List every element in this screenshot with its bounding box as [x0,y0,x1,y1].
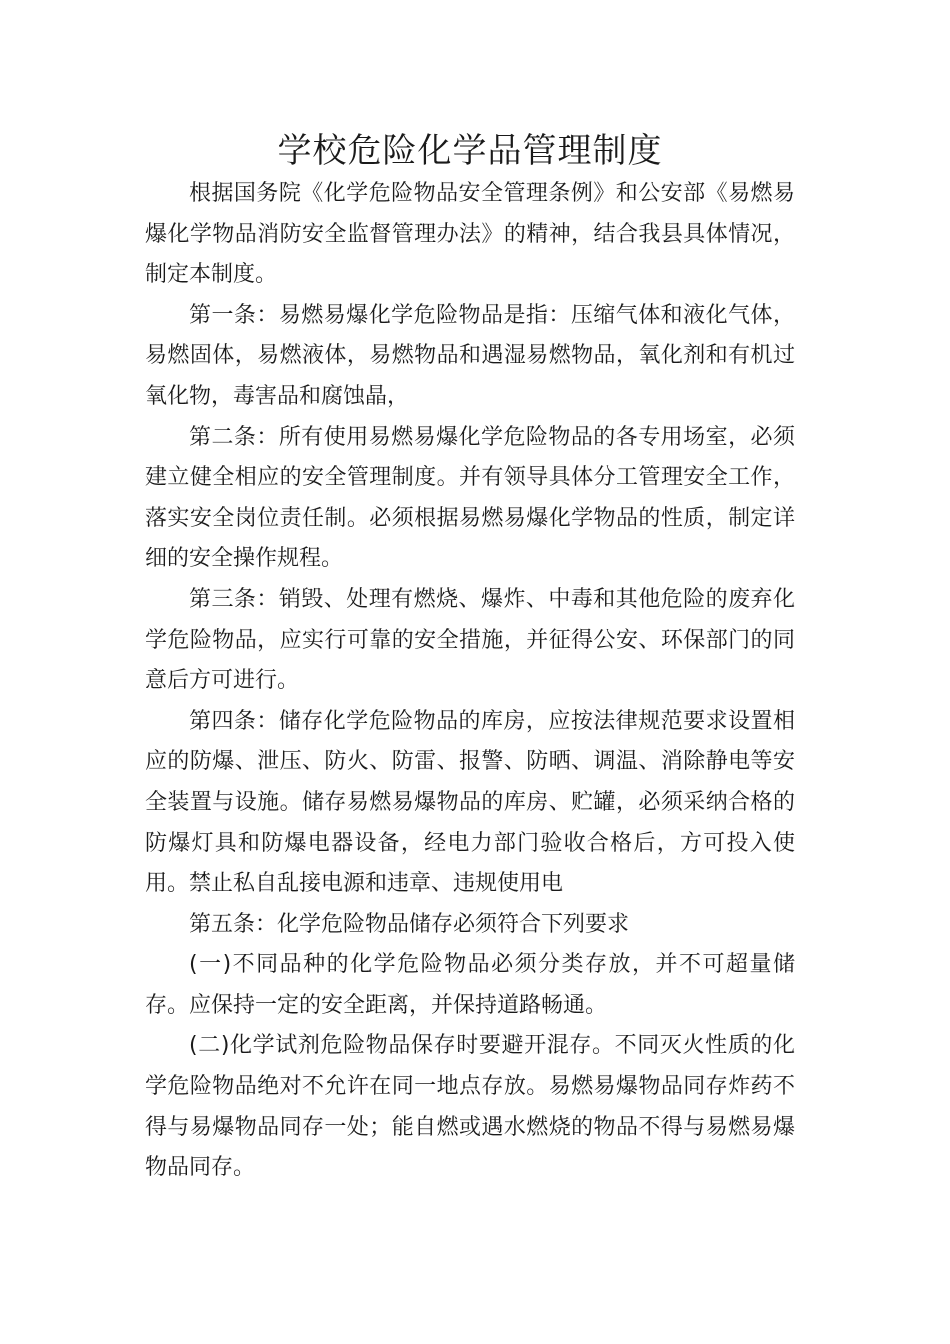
paragraph-article-5-item-1: (一)不同品种的化学危险物品必须分类存放，并不可超量储存。应保持一定的安全距离，并保持道路畅通。 [145,952,795,1018]
paragraph-article-2: 第二条：所有使用易燃易爆化学危险物品的各专用场室，必须建立健全相应的安全管理制度。并有领导具体分工管理安全工作，落实安全岗位责任制。必须根据易燃易爆化学物品的性质，制定详细的安全操作规程。 [145,424,795,572]
paragraph-intro: 根据国务院《化学危险物品安全管理条例》和公安部《易燃易爆化学物品消防安全监督管理办法》的精神，结合我县具体情况，制定本制度。 [145,181,795,288]
paragraph-article-5: 第五条：化学危险物品储存必须符合下列要求 [189,911,630,937]
paragraph-article-4: 第四条：储存化学危险物品的库房，应按法律规范要求设置相应的防爆、泄压、防火、防雷、报警、防晒、调温、消除静电等安全装置与设施。储存易燃易爆物品的库房、贮罐，必须采纳合格的防爆灯具和防爆电器设备，经电力部门验收合格后，方可投入使用。禁止私自乱接电源和违章、违规使用电 [145,708,795,897]
paragraph-article-5-item-2: (二)化学试剂危险物品保存时要避开混存。不同灭火性质的化学危险物品绝对不允许在同一地点存放。易燃易爆物品同存炸药不得与易爆物品同存一处；能自燃或遇水燃烧的物品不得与易燃易爆物品同存。 [145,1033,795,1181]
document-body [145,128,795,1189]
paragraph-article-3: 第三条：销毁、处理有燃烧、爆炸、中毒和其他危险的废弃化学危险物品，应实行可靠的安全措施，并征得公安、环保部门的同意后方可进行。 [145,586,795,694]
paragraph-article-1: 第一条：易燃易爆化学危险物品是指：压缩气体和液化气体，易燃固体，易燃液体，易燃物品和遇湿易燃物品，氧化剂和有机过氧化物，毒害品和腐蚀晶， [145,302,795,409]
document-title: 学校危险化学品管理制度 [277,131,663,171]
